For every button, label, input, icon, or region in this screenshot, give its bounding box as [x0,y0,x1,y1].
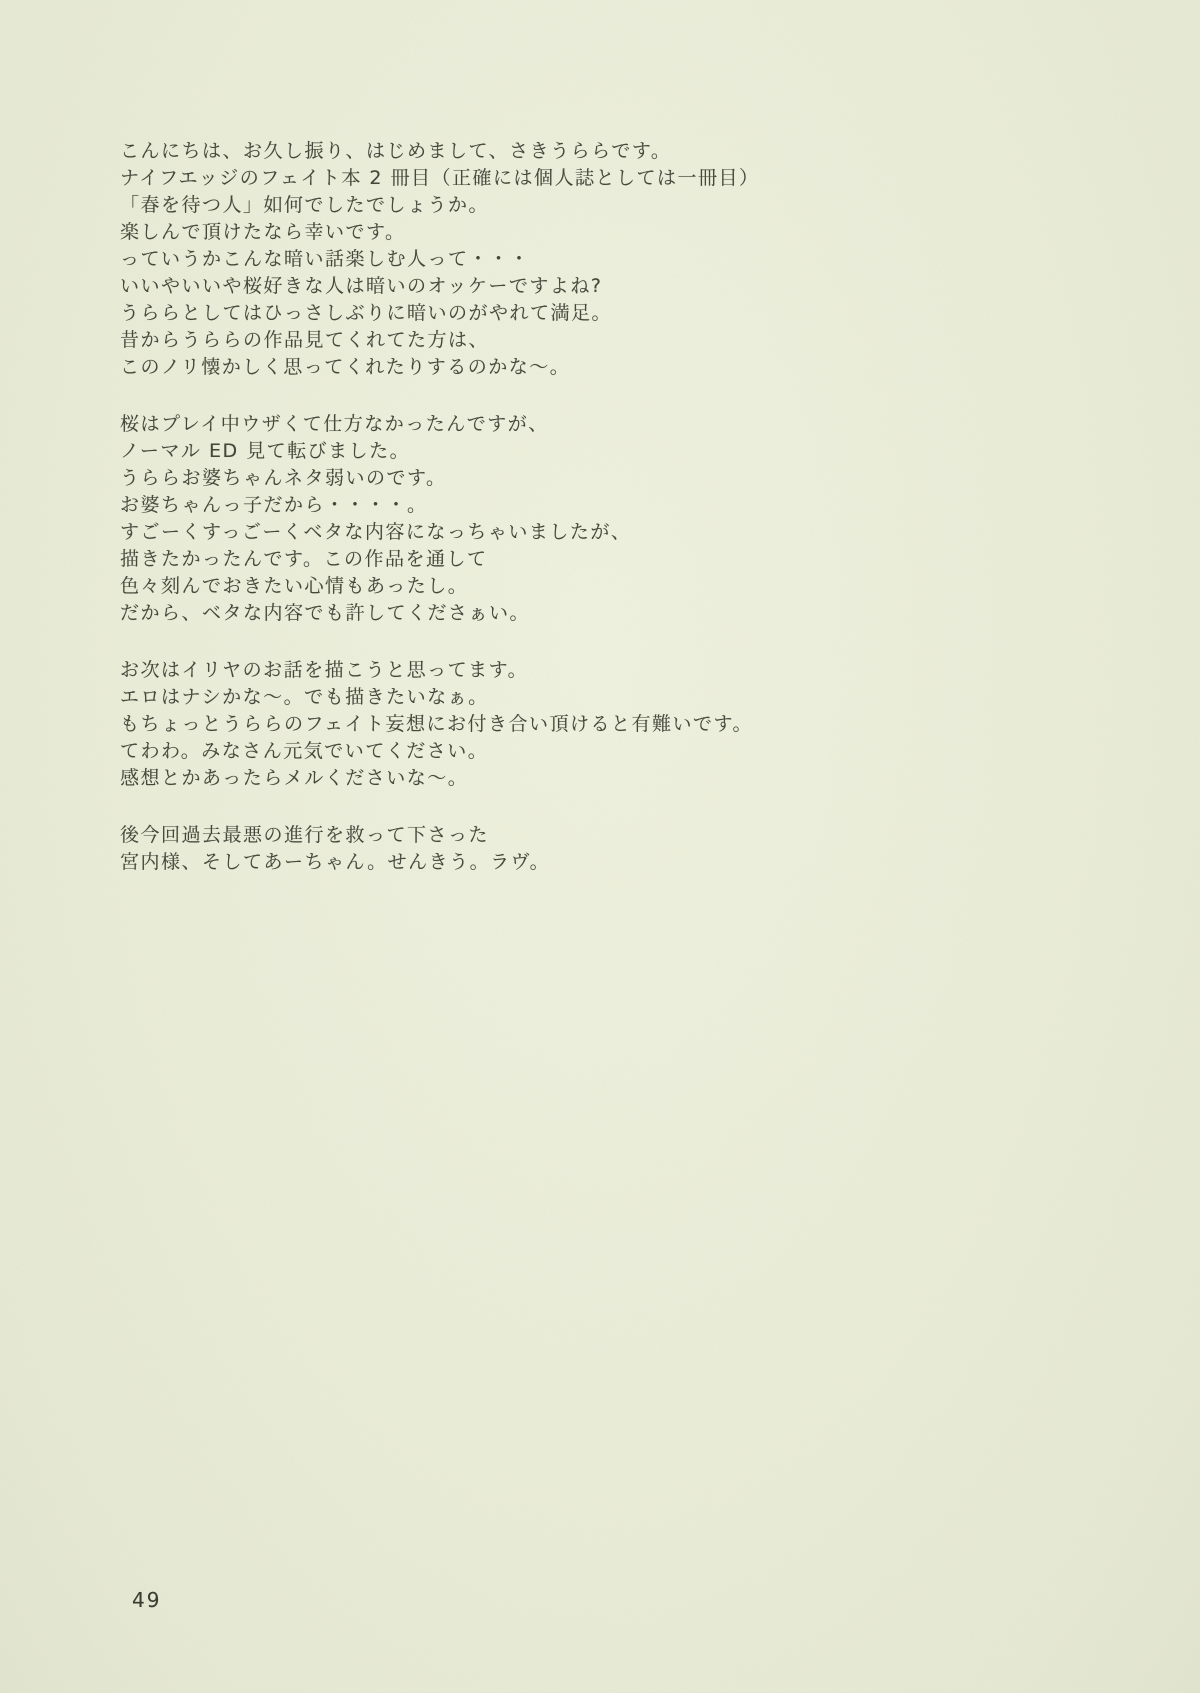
text-line: いいやいいや桜好きな人は暗いのオッケーですよね? [120,275,603,297]
text-line: もちょっとうららのフェイト妄想にお付き合い頂けると有難いです。 [120,713,754,735]
text-line: 「春を待つ人」如何でしたでしょうか。 [120,194,490,216]
text-line: エロはナシかな〜。でも描きたいなぁ。 [120,686,489,708]
text-line: っていうかこんな暗い話楽しむ人って・・・ [120,248,531,270]
text-line: だから、ベタな内容でも許してくださぁい。 [120,602,531,624]
text-line: 楽しんで頂けたなら幸いです。 [120,221,406,243]
text-line: こんにちは、お久し振り、はじめまして、さきうららです。 [120,140,672,162]
text-line: 後今回過去最悪の進行を救って下さった [120,824,490,846]
text-line: うららお婆ちゃんネタ弱いのです。 [120,467,447,489]
text-line: ナイフエッジのフェイト本 2 冊目（正確には個人誌としては一冊目） [120,167,760,189]
text-line: お次はイリヤのお話を描こうと思ってます。 [120,659,529,681]
text-line: うららとしてはひっさしぶりに暗いのがやれて満足。 [120,302,613,324]
text-line: てわわ。みなさん元気でいてください。 [120,740,489,762]
text-line: 宮内様、そしてあーちゃん。せんきう。ラヴ。 [120,851,551,873]
paragraph [120,657,760,792]
text-line: 色々刻んでおきたい心情もあったし。 [120,575,469,597]
text-line: 昔からうららの作品見てくれてた方は、 [120,329,490,351]
text-line: すごーくすっごーくベタな内容になっちゃいましたが、 [120,521,632,543]
paragraph [120,138,760,381]
text-line: 桜はプレイ中ウザくて仕方なかったんですが、 [120,413,549,435]
paragraph [120,411,760,627]
text-line: 感想とかあったらメルくださいな〜。 [120,767,469,789]
paragraph [120,822,760,876]
text-line: ノーマル ED 見て転びました。 [120,440,411,462]
text-line: このノリ懐かしく思ってくれたりするのかな〜。 [120,356,571,378]
afterword-text [120,138,760,906]
text-line: 描きたかったんです。この作品を通して [120,548,488,570]
page-number: 49 [132,1588,162,1612]
text-line: お婆ちゃんっ子だから・・・・。 [120,494,428,516]
